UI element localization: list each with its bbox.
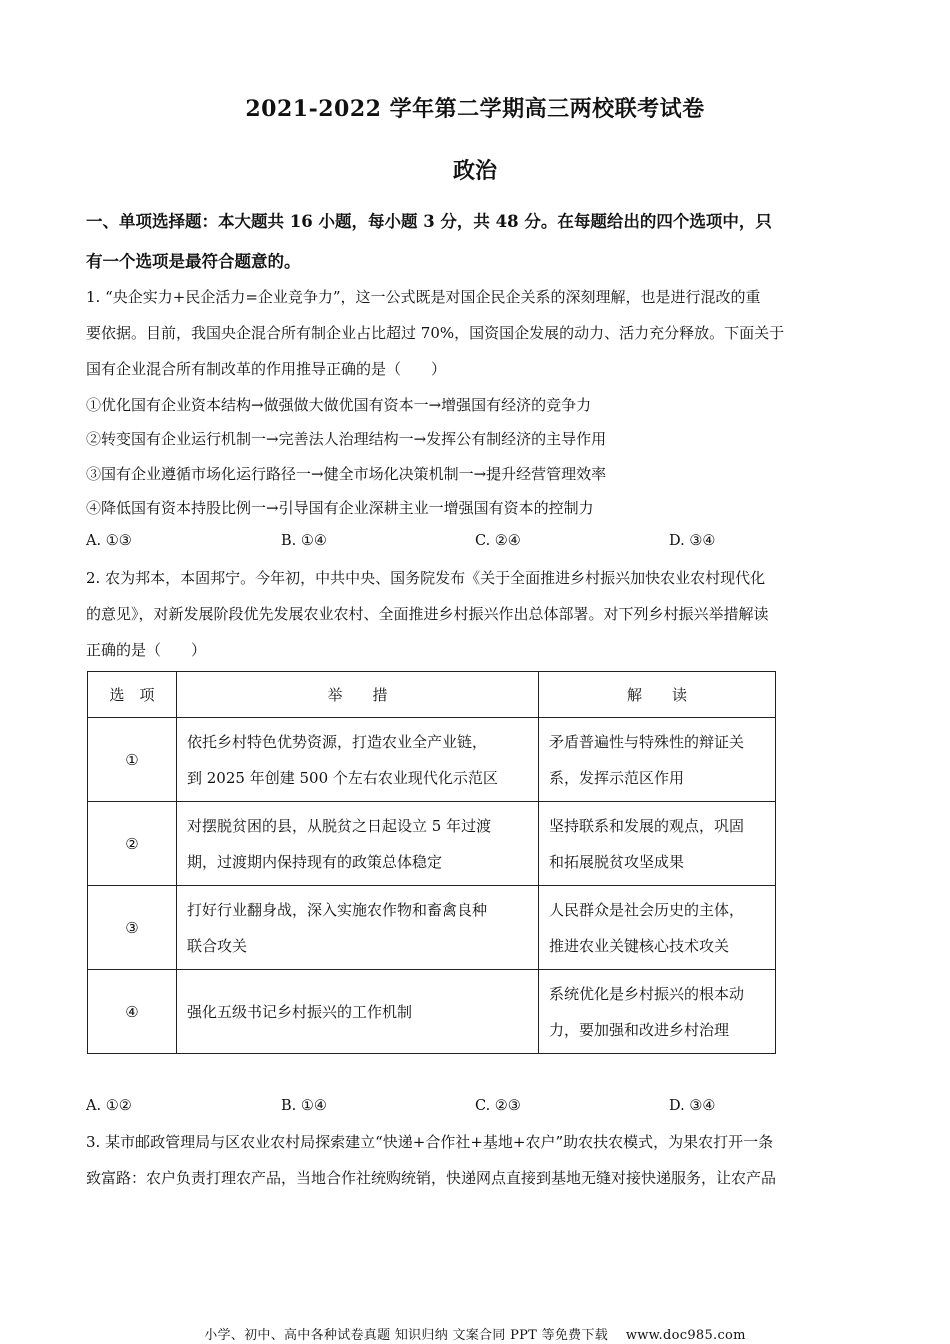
measure-cell: [177, 886, 539, 970]
q1-option-b: B. ①④: [281, 533, 327, 549]
q1-stem-line-1: 1. “央企实力+民企活力=企业竞争力”，这一公式既是对国企民企关系的深刻理解，也是进行混改的重: [86, 288, 761, 306]
q1-option-c: C. ②④: [475, 533, 521, 549]
q2-option-a: A. ①②: [86, 1098, 132, 1114]
row-number: ④: [88, 970, 177, 1054]
interpretation-line-1: 人民群众是社会历史的主体，: [549, 900, 745, 919]
table-row: [88, 886, 776, 970]
exam-title: 2021-2022 学年第二学期高三两校联考试卷: [245, 96, 705, 122]
q1-item-3: ③国有企业遵循市场化运行路径一→健全市场化决策机制一→提升经营管理效率: [86, 465, 607, 483]
interpretation-line-1: 坚持联系和发展的观点，巩固: [549, 816, 745, 835]
measure-line-2: 期，过渡期内保持现有的政策总体稳定: [187, 852, 443, 871]
subject-title: 政治: [452, 158, 497, 184]
measure-cell: [177, 718, 539, 802]
q2-table: [87, 671, 776, 1054]
q3-stem-line-1: 3. 某市邮政管理局与区农业农村局探索建立“快递+合作社+基地+农户”助农扶农模式，为果农打开一条: [86, 1133, 774, 1151]
table-header-option: 选 项: [88, 672, 177, 718]
measure-cell: [177, 970, 539, 1054]
q1-item-2: ②转变国有企业运行机制一→完善法人治理结构一→发挥公有制经济的主导作用: [86, 430, 607, 448]
row-number: ③: [88, 886, 177, 970]
section-heading-line-2: 有一个选项是最符合题意的。: [86, 252, 301, 271]
q2-stem-line-3: 正确的是（ ）: [86, 641, 207, 659]
row-number: ①: [88, 718, 177, 802]
q2-option-d: D. ③④: [669, 1098, 716, 1114]
interpretation-line-2: 系，发挥示范区作用: [549, 768, 685, 787]
interpretation-cell: [539, 970, 776, 1054]
q1-item-4: ④降低国有资本持股比例一→引导国有企业深耕主业一增强国有资本的控制力: [86, 499, 594, 517]
table-header-row: [88, 672, 776, 718]
table-row: [88, 802, 776, 886]
q2-option-c: C. ②③: [475, 1098, 521, 1114]
measure-cell: [177, 802, 539, 886]
measure-line-1: 强化五级书记乡村振兴的工作机制: [187, 1002, 413, 1021]
q2-stem-line-1: 2. 农为邦本，本固邦宁。今年初，中共中央、国务院发布《关于全面推进乡村振兴加快农业农村现代化: [86, 569, 766, 587]
section-heading-line-1: 一、单项选择题：本大题共 16 小题，每小题 3 分，共 48 分。在每题给出的四个选项中，只: [86, 212, 772, 231]
measure-line-2: 到 2025 年创建 500 个左右农业现代化示范区: [187, 768, 498, 787]
measure-line-1: 对摆脱贫困的县，从脱贫之日起设立 5 年过渡: [187, 816, 492, 835]
interpretation-line-2: 力，要加强和改进乡村治理: [549, 1020, 730, 1039]
measure-line-1: 打好行业翻身战，深入实施农作物和畜禽良种: [187, 900, 488, 919]
q1-stem-line-2: 要依据。目前，我国央企混合所有制企业占比超过 70%，国资国企发展的动力、活力充分释放。下面关于: [86, 324, 785, 342]
row-number: ②: [88, 802, 177, 886]
interpretation-line-1: 矛盾普遍性与特殊性的辩证关: [549, 732, 745, 751]
table-header-interpretation: 解 读: [539, 672, 776, 718]
interpretation-line-1: 系统优化是乡村振兴的根本动: [549, 984, 745, 1003]
interpretation-cell: [539, 802, 776, 886]
q2-stem-line-2: 的意见》，对新发展阶段优先发展农业农村、全面推进乡村振兴作出总体部署。对下列乡村振兴举措解读: [86, 605, 769, 623]
measure-line-2: 联合攻关: [187, 936, 248, 955]
q3-stem-line-2: 致富路：农户负责打理农产品，当地合作社统购统销，快递网点直接到基地无缝对接快递服务，让农产品: [86, 1169, 777, 1187]
q1-stem-line-3: 国有企业混合所有制改革的作用推导正确的是（ ）: [86, 360, 447, 378]
interpretation-line-2: 推进农业关键核心技术攻关: [549, 936, 730, 955]
table-row: [88, 718, 776, 802]
footer-banner: 小学、初中、高中各种试卷真题 知识归纳 文案合同 PPT 等免费下载 www.doc985.com: [204, 1328, 746, 1343]
q1-option-a: A. ①③: [86, 533, 132, 549]
q2-option-b: B. ①④: [281, 1098, 327, 1114]
table-header-measure: 举 措: [177, 672, 539, 718]
table-row: [88, 970, 776, 1054]
measure-line-1: 依托乡村特色优势资源，打造农业全产业链，: [187, 732, 488, 751]
interpretation-cell: [539, 886, 776, 970]
q1-option-d: D. ③④: [669, 533, 716, 549]
interpretation-cell: [539, 718, 776, 802]
q1-item-1: ①优化国有企业资本结构→做强做大做优国有资本一→增强国有经济的竞争力: [86, 396, 592, 414]
interpretation-line-2: 和拓展脱贫攻坚成果: [549, 852, 685, 871]
